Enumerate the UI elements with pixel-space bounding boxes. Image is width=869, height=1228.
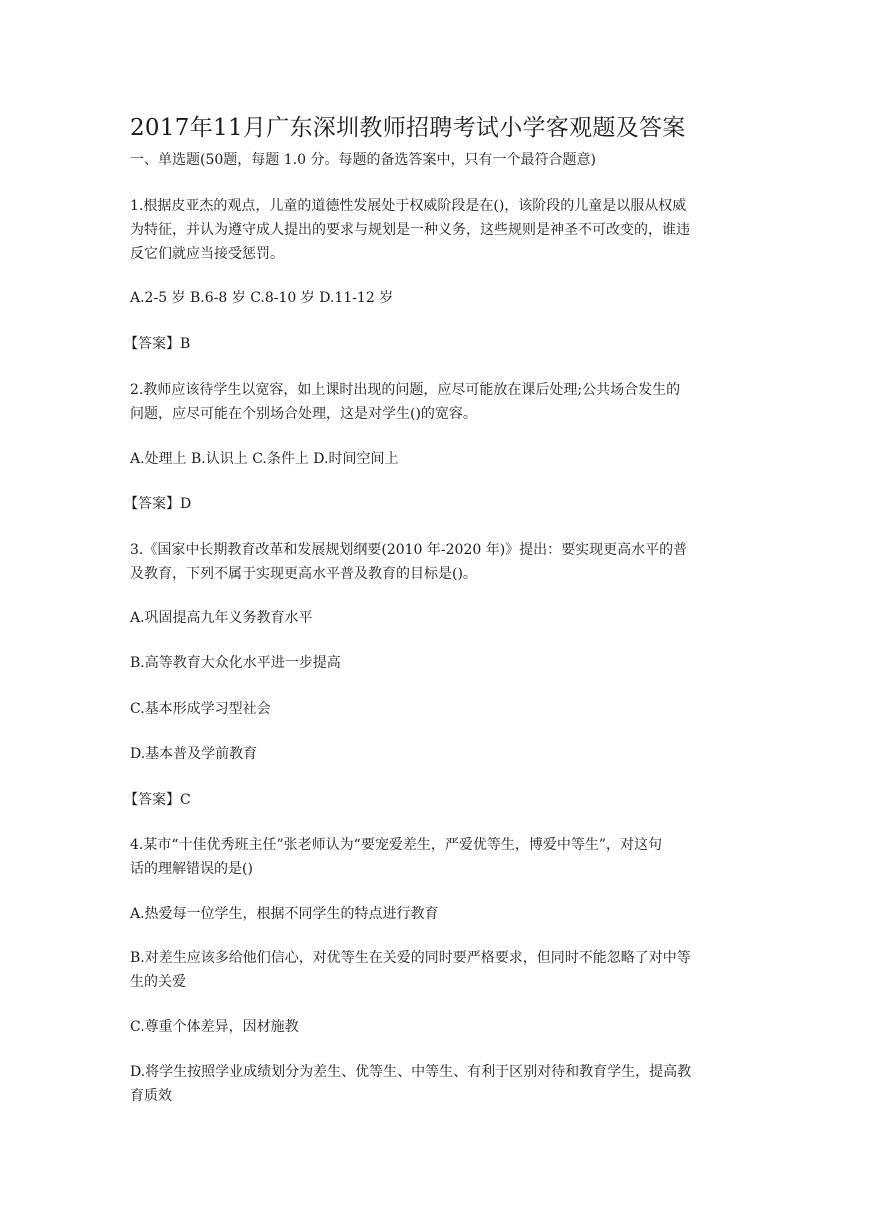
question-1-answer: 【答案】B xyxy=(124,336,191,352)
question-4-option-a: A.热爱每一位学生，根据不同学生的特点进行教育 xyxy=(130,906,439,922)
question-4-option-b-line-2: 生的关爱 xyxy=(130,974,186,990)
question-3-answer: 【答案】C xyxy=(124,792,191,808)
question-4-option-d-line-1: D.将学生按照学业成绩划分为差生、优等生、中等生、有利于区别对待和教育学生，提高教 xyxy=(130,1064,692,1080)
question-1-stem-line-1: 1.根据皮亚杰的观点，儿童的道德性发展处于权威阶段是在()，该阶段的儿童是以服从权威 xyxy=(130,198,687,214)
question-1-stem-line-3: 反它们就应当接受惩罚。 xyxy=(130,246,284,262)
question-4-option-d-line-2: 育质效 xyxy=(130,1088,172,1104)
page-title: 2017年11月广东深圳教师招聘考试小学客观题及答案 xyxy=(130,115,686,141)
question-3-option-c: C.基本形成学习型社会 xyxy=(130,701,271,717)
question-2-stem-line-1: 2.教师应该待学生以宽容，如上课时出现的问题，应尽可能放在课后处理;公共场合发生的 xyxy=(130,382,681,398)
question-3-option-a: A.巩固提高九年义务教育水平 xyxy=(130,610,313,626)
question-3-stem-line-2: 及教育，下列不属于实现更高水平普及教育的目标是()。 xyxy=(130,566,477,582)
question-4-stem-line-1: 4.某市“十佳优秀班主任”张老师认为“要宠爱差生，严爱优等生，博爱中等生”，对这句 xyxy=(130,837,662,853)
question-4-option-c: C.尊重个体差异，因材施教 xyxy=(130,1019,299,1035)
question-4-option-b-line-1: B.对差生应该多给他们信心，对优等生在关爱的同时要严格要求，但同时不能忽略了对中等 xyxy=(130,950,691,966)
question-2-stem-line-2: 问题，应尽可能在个别场合处理，这是对学生()的宽容。 xyxy=(130,406,477,422)
question-3-stem-line-1: 3.《国家中长期教育改革和发展规划纲要(2010 年-2020 年)》提出：要实现更高水平的普 xyxy=(130,542,688,558)
question-4-stem-line-2: 话的理解错误的是() xyxy=(130,861,253,877)
section-heading: 一、单选题(50题，每题 1.0 分。每题的备选答案中，只有一个最符合题意) xyxy=(130,152,596,168)
question-2-options: A.处理上 B.认识上 C.条件上 D.时间空间上 xyxy=(130,451,399,467)
question-1-stem-line-2: 为特征，并认为遵守成人提出的要求与规划是一种义务，这些规则是神圣不可改变的，谁违 xyxy=(130,222,690,238)
question-3-option-d: D.基本普及学前教育 xyxy=(130,746,258,762)
question-1-options: A.2-5 岁 B.6-8 岁 C.8-10 岁 D.11-12 岁 xyxy=(130,290,394,306)
question-3-option-b: B.高等教育大众化水平进一步提高 xyxy=(130,655,341,671)
question-2-answer: 【答案】D xyxy=(124,496,192,512)
